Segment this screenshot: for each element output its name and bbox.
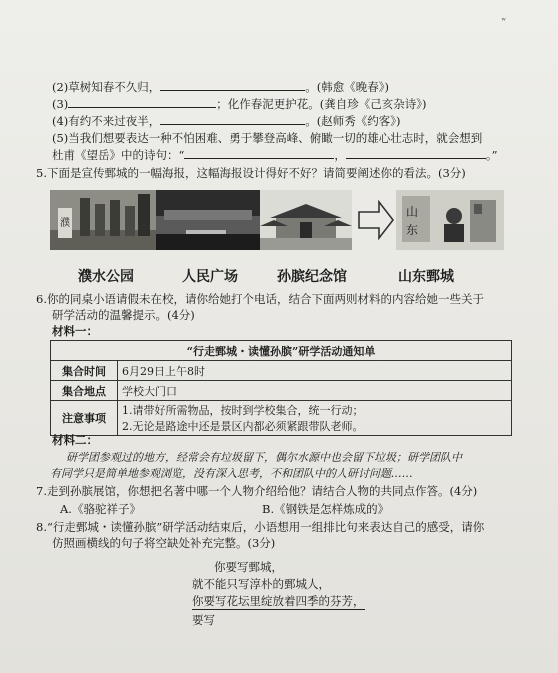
fill-item-4-suffix: 。(赵师秀《约客》) bbox=[305, 114, 401, 128]
question-6-line1: 6.你的同桌小语请假未在校，请你给她打个电话，结合下面两则材料的内容给她一些关于 bbox=[36, 292, 484, 306]
material-2-text-2: 有同学只是简单地参观浏览，没有深入思考，不和团队中的人研讨问题…… bbox=[50, 467, 413, 480]
poem-line-2: 就不能只写淳朴的鄄城人， bbox=[192, 577, 330, 591]
square-photo bbox=[156, 190, 260, 250]
material-2-label: 材料二： bbox=[52, 433, 98, 447]
answer-blank[interactable] bbox=[68, 97, 216, 108]
juancheng-photo bbox=[396, 190, 504, 250]
fill-item-5-suffix: 。” bbox=[485, 148, 498, 162]
answer-blank[interactable] bbox=[160, 80, 305, 91]
photo-caption-4: 山东鄄城 bbox=[398, 269, 454, 285]
question-8-line1: 8.“行走鄄城・读懂孙膑”研学活动结束后，小语想用一组排比句来表达自己的感受，请你 bbox=[36, 520, 485, 534]
question-6-line2: 研学活动的温馨提示。(4分) bbox=[52, 308, 195, 322]
time-label: 集合时间 bbox=[51, 361, 118, 381]
svg-text:山: 山 bbox=[406, 205, 419, 219]
fill-item-3-prefix: (3) bbox=[52, 97, 69, 111]
material-1-label: 材料一： bbox=[52, 324, 98, 338]
note-label: 注意事项 bbox=[51, 401, 118, 436]
fill-item-5-line2 bbox=[52, 148, 498, 163]
answer-blank[interactable] bbox=[346, 148, 486, 159]
photo-caption-2: 人民广场 bbox=[182, 269, 238, 285]
answer-blank[interactable] bbox=[184, 148, 334, 159]
poem-line-4: 要写 bbox=[192, 613, 215, 627]
place-value: 学校大门口 bbox=[118, 381, 512, 401]
photo-caption-3: 孙膑纪念馆 bbox=[277, 269, 347, 285]
note-item-1: 1.请带好所需物品，按时到学校集合，统一行动； bbox=[122, 404, 364, 417]
option-a: A.《骆驼祥子》 bbox=[60, 502, 141, 516]
material-2-text-1: 研学团参观过的地方，经常会有垃圾留下，偶尔水源中也会留下垃圾；研学团队中 bbox=[66, 451, 462, 464]
fill-item-3 bbox=[52, 97, 427, 112]
arrow-right-icon bbox=[357, 190, 395, 250]
question-8-line2: 仿照画横线的句子将空缺处补充完整。(3分) bbox=[52, 536, 276, 550]
fill-item-4-prefix: (4)有约不来过夜半， bbox=[52, 114, 161, 128]
park-photo bbox=[50, 190, 156, 250]
poster-photos bbox=[50, 190, 510, 260]
photo-caption-1: 濮水公园 bbox=[78, 269, 134, 285]
notice-title: “行走鄄城・读懂孙膑”研学活动通知单 bbox=[51, 341, 512, 361]
note-cell bbox=[118, 401, 512, 436]
fill-item-5-prefix: 杜甫《望岳》中的诗句：“ bbox=[52, 148, 185, 162]
fill-item-5-comma: ， bbox=[334, 148, 346, 162]
svg-text:东: 东 bbox=[406, 223, 419, 237]
place-label: 集合地点 bbox=[51, 381, 118, 401]
time-value: 6月29日上午8时 bbox=[118, 361, 512, 381]
notice-table bbox=[50, 340, 512, 436]
fill-item-2-prefix: (2)草树知春不久归， bbox=[52, 80, 161, 94]
fill-item-2-suffix: 。(韩愈《晚春》) bbox=[305, 80, 390, 94]
poem-line-1: 你要写鄄城， bbox=[214, 560, 283, 574]
option-b: B.《钢铁是怎样炼成的》 bbox=[262, 502, 390, 516]
memorial-hall-photo bbox=[260, 190, 352, 250]
question-7: 7.走到孙膑展馆，你想把名著中哪一个人物介绍给他？请结合人物的共同点作答。(4分) bbox=[36, 484, 478, 498]
note-item-2: 2.无论是路途中还是景区内都必须紧跟带队老师。 bbox=[122, 420, 364, 433]
svg-text:濮: 濮 bbox=[60, 218, 70, 229]
fill-item-4 bbox=[52, 114, 401, 129]
answer-blank[interactable] bbox=[160, 114, 305, 125]
corner-mark: ʷ bbox=[501, 16, 506, 25]
fill-item-5-line1: (5)当我们想要表达一种不怕困难、勇于攀登高峰、俯瞰一切的雄心壮志时，就会想到 bbox=[52, 131, 483, 145]
fill-item-2 bbox=[52, 80, 389, 95]
question-5: 5.下面是宣传鄄城的一幅海报，这幅海报设计得好不好？请简要阐述你的看法。(3分) bbox=[36, 166, 466, 180]
poem-line-3: 你要写花坛里绽放着四季的芬芳， bbox=[192, 594, 365, 608]
fill-item-3-suffix: ；化作春泥更护花。(龚自珍《己亥杂诗》) bbox=[216, 97, 427, 111]
